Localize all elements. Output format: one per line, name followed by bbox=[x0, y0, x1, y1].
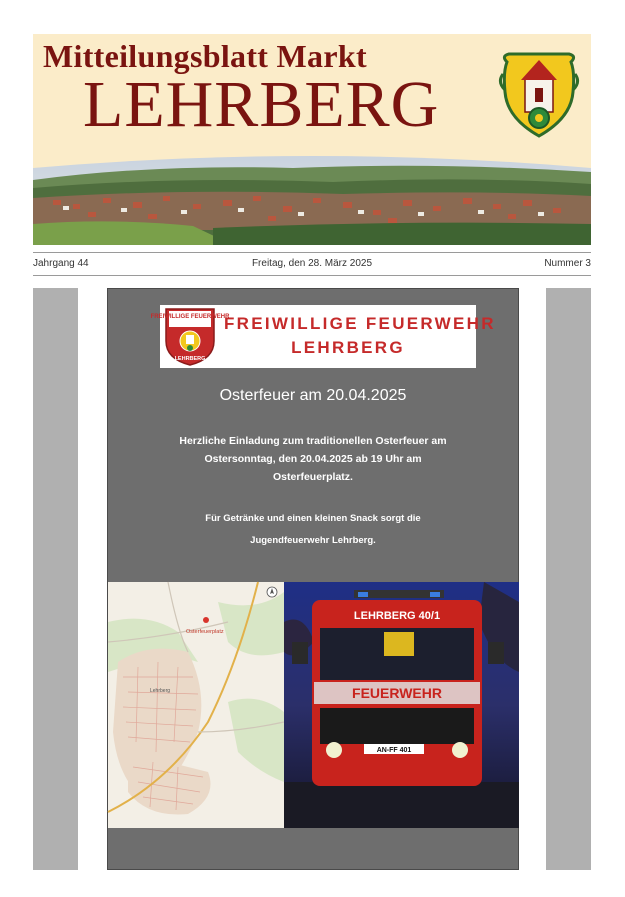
location-map-image bbox=[108, 582, 284, 828]
truck-front-text: FEUERWEHR bbox=[352, 685, 442, 701]
issue-info-bar bbox=[33, 252, 591, 276]
masthead-title-line1: Mitteilungsblatt Markt bbox=[43, 38, 367, 74]
fire-brigade-banner bbox=[150, 305, 496, 368]
logo-text-top: FREIWILLIGE FEUERWEHR bbox=[150, 314, 230, 320]
invitation-text bbox=[158, 432, 468, 486]
masthead-title-line2: LEHRBERG bbox=[83, 68, 440, 141]
town-panorama-image bbox=[33, 150, 591, 245]
map-label-town: Lehrberg bbox=[150, 688, 171, 694]
fire-brigade-logo-icon bbox=[150, 307, 230, 367]
invitation-line: Herzliche Einladung zum traditionellen Osterfeuer am bbox=[179, 435, 447, 447]
banner-title-line2: LEHRBERG bbox=[291, 338, 405, 357]
snack-text bbox=[168, 508, 458, 552]
osterfeuer-poster bbox=[107, 288, 519, 870]
truck-cab-text: LEHRBERG 40/1 bbox=[353, 610, 441, 622]
left-margin-bar bbox=[33, 288, 78, 870]
issue-date: Freitag, den 28. März 2025 bbox=[251, 258, 373, 269]
truck-license-plate: AN-FF 401 bbox=[376, 747, 412, 754]
poster-heading: Osterfeuer am 20.04.2025 bbox=[219, 387, 407, 404]
coat-of-arms-icon bbox=[499, 52, 579, 138]
masthead bbox=[33, 34, 591, 245]
fire-truck-photo bbox=[284, 582, 519, 828]
invitation-line: Ostersonntag, den 20.04.2025 ab 19 Uhr am bbox=[204, 453, 422, 465]
invitation-line: Osterfeuerplatz. bbox=[273, 471, 353, 483]
volume-label: Jahrgang 44 bbox=[33, 258, 89, 269]
snack-line: Für Getränke und einen kleinen Snack sorgt die bbox=[205, 513, 421, 524]
map-label-place: Osterfeuerplatz bbox=[186, 629, 224, 635]
logo-text-bottom: LEHRBERG bbox=[174, 356, 206, 362]
banner-title-line1: FREIWILLIGE FEUERWEHR bbox=[224, 314, 496, 333]
issue-number: Nummer 3 bbox=[544, 258, 591, 269]
right-margin-bar bbox=[546, 288, 591, 870]
snack-line: Jugendfeuerwehr Lehrberg. bbox=[250, 535, 376, 546]
